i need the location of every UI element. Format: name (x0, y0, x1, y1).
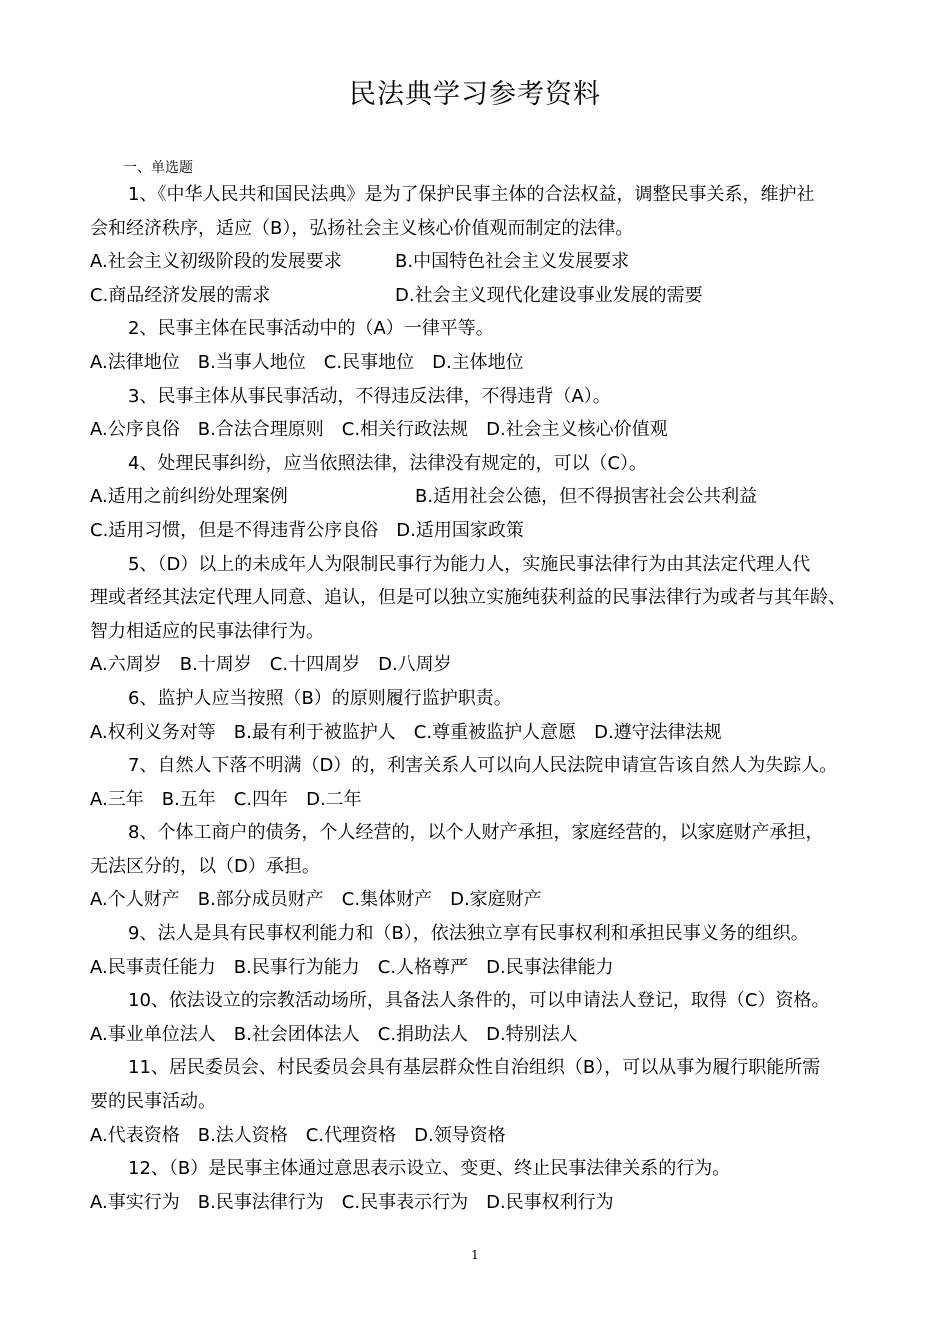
option-c: C.商品经济发展的需求 (90, 284, 271, 306)
question-text: 无法区分的，以（D）承担。 (90, 855, 320, 877)
option-a: A.权利义务对等 (90, 721, 216, 743)
option-row (90, 648, 880, 682)
option-a: A.法律地位 (90, 351, 180, 373)
option-d: D.二年 (306, 788, 362, 810)
option-c: C.四年 (233, 788, 289, 810)
question-text: 会和经济秩序，适应（B），弘扬社会主义核心价值观而制定的法律。 (90, 217, 634, 239)
option-b: B.五年 (161, 788, 216, 810)
option-row (90, 1186, 880, 1220)
option-row (90, 279, 880, 313)
question-text: 2、民事主体在民事活动中的（A）一律平等。 (128, 318, 494, 340)
option-row (90, 245, 880, 279)
option-d: D.社会主义现代化建设事业发展的需要 (395, 284, 703, 306)
question-text: 3、民事主体从事民事活动，不得违反法律，不得违背（A）。 (128, 385, 611, 407)
option-d: D.主体地位 (432, 351, 524, 373)
question-2 (90, 312, 880, 379)
option-b: B.部分成员财产 (197, 889, 324, 911)
option-row (90, 951, 880, 985)
option-row (90, 716, 880, 750)
question-list (90, 178, 880, 1219)
option-b: B.当事人地位 (197, 351, 306, 373)
option-c: C.代理资格 (305, 1124, 397, 1146)
question-9 (90, 917, 880, 984)
option-a: A.六周岁 (90, 654, 162, 676)
option-b: B.民事行为能力 (233, 956, 360, 978)
option-d: D.八周岁 (378, 654, 452, 676)
option-b: B.最有利于被监护人 (233, 721, 396, 743)
option-c: C.民事地位 (323, 351, 415, 373)
question-text: 理或者经其法定代理人同意、追认，但是可以独立实施纯获利益的民事法律行为或者与其年龄、 (90, 587, 846, 609)
question-text: 11、居民委员会、村民委员会具有基层群众性自治组织（B），可以从事为履行职能所需 (128, 1057, 821, 1079)
question-text: 智力相适应的民事法律行为。 (90, 620, 324, 642)
option-row (90, 514, 880, 548)
question-4 (90, 447, 880, 548)
option-row (90, 1018, 880, 1052)
question-text: 4、处理民事纠纷，应当依照法律，法律没有规定的，可以（C）。 (128, 452, 648, 474)
option-d: D.民事权利行为 (486, 1191, 614, 1213)
question-5 (90, 548, 880, 682)
option-a: A.事业单位法人 (90, 1023, 216, 1045)
option-c: C.人格尊严 (377, 956, 469, 978)
question-text: 8、个体工商户的债务，个人经营的，以个人财产承担，家庭经营的，以家庭财产承担， (128, 822, 824, 844)
option-d: D.民事法律能力 (486, 956, 614, 978)
option-row (90, 413, 880, 447)
option-a: A.民事责任能力 (90, 956, 216, 978)
question-text: 10、依法设立的宗教活动场所，具备法人条件的，可以申请法人登记，取得（C）资格。 (128, 990, 830, 1012)
option-d: D.家庭财产 (450, 889, 542, 911)
option-a: A.三年 (90, 788, 144, 810)
option-row (90, 783, 880, 817)
option-c: C.适用习惯，但是不得违背公序良俗 (90, 519, 379, 541)
option-a: A.代表资格 (90, 1124, 180, 1146)
question-text: 12、（B）是民事主体通过意思表示设立、变更、终止民事法律关系的行为。 (128, 1158, 731, 1180)
option-c: C.集体财产 (341, 889, 433, 911)
option-d: D.社会主义核心价值观 (486, 419, 668, 441)
option-b: B.十周岁 (179, 654, 252, 676)
option-d: D.遵守法律法规 (594, 721, 722, 743)
question-text: 9、法人是具有民事权利能力和（B），依法独立享有民事权利和承担民事义务的组织。 (128, 923, 809, 945)
option-c: C.民事表示行为 (341, 1191, 469, 1213)
option-b: B.民事法律行为 (197, 1191, 324, 1213)
section-heading: 一、单选题 (123, 160, 193, 176)
question-text: 7、自然人下落不明满（D）的，利害关系人可以向人民法院申请宣告该自然人为失踪人。 (128, 755, 838, 777)
question-7 (90, 749, 880, 816)
option-b: B.合法合理原则 (197, 419, 324, 441)
question-12 (90, 1152, 880, 1219)
question-8 (90, 816, 880, 917)
option-b: B.中国特色社会主义发展要求 (395, 251, 630, 273)
option-b: B.社会团体法人 (233, 1023, 360, 1045)
page-number: 1 (471, 1248, 479, 1262)
option-row (90, 883, 880, 917)
option-c: C.尊重被监护人意愿 (413, 721, 577, 743)
question-10 (90, 984, 880, 1051)
question-text: 要的民事活动。 (90, 1091, 216, 1113)
question-11 (90, 1051, 880, 1152)
question-6 (90, 682, 880, 749)
option-a: A.社会主义初级阶段的发展要求 (90, 251, 342, 273)
question-text: 6、监护人应当按照（B）的原则履行监护职责。 (128, 687, 512, 709)
option-d: D.特别法人 (486, 1023, 578, 1045)
document-title: 民法典学习参考资料 (349, 79, 601, 110)
option-c: C.十四周岁 (269, 654, 361, 676)
option-b: B.法人资格 (197, 1124, 288, 1146)
option-b: B.适用社会公德，但不得损害社会公共利益 (415, 486, 758, 508)
option-d: D.领导资格 (414, 1124, 506, 1146)
option-c: C.捐助法人 (377, 1023, 469, 1045)
option-row (90, 1119, 880, 1153)
question-3 (90, 380, 880, 447)
option-row (90, 346, 880, 380)
option-a: A.个人财产 (90, 889, 180, 911)
question-text: 1、《中华人民共和国民法典》是为了保护民事主体的合法权益，调整民事关系，维护社 (128, 184, 815, 205)
option-a: A.公序良俗 (90, 419, 180, 441)
option-c: C.相关行政法规 (341, 419, 469, 441)
option-a: A.事实行为 (90, 1191, 180, 1213)
question-text: 5、（D）以上的未成年人为限制民事行为能力人，实施民事法律行为由其法定代理人代 (128, 553, 811, 575)
option-d: D.适用国家政策 (396, 519, 524, 541)
option-a: A.适用之前纠纷处理案例 (90, 486, 288, 508)
question-1 (90, 178, 880, 312)
option-row (90, 480, 880, 514)
